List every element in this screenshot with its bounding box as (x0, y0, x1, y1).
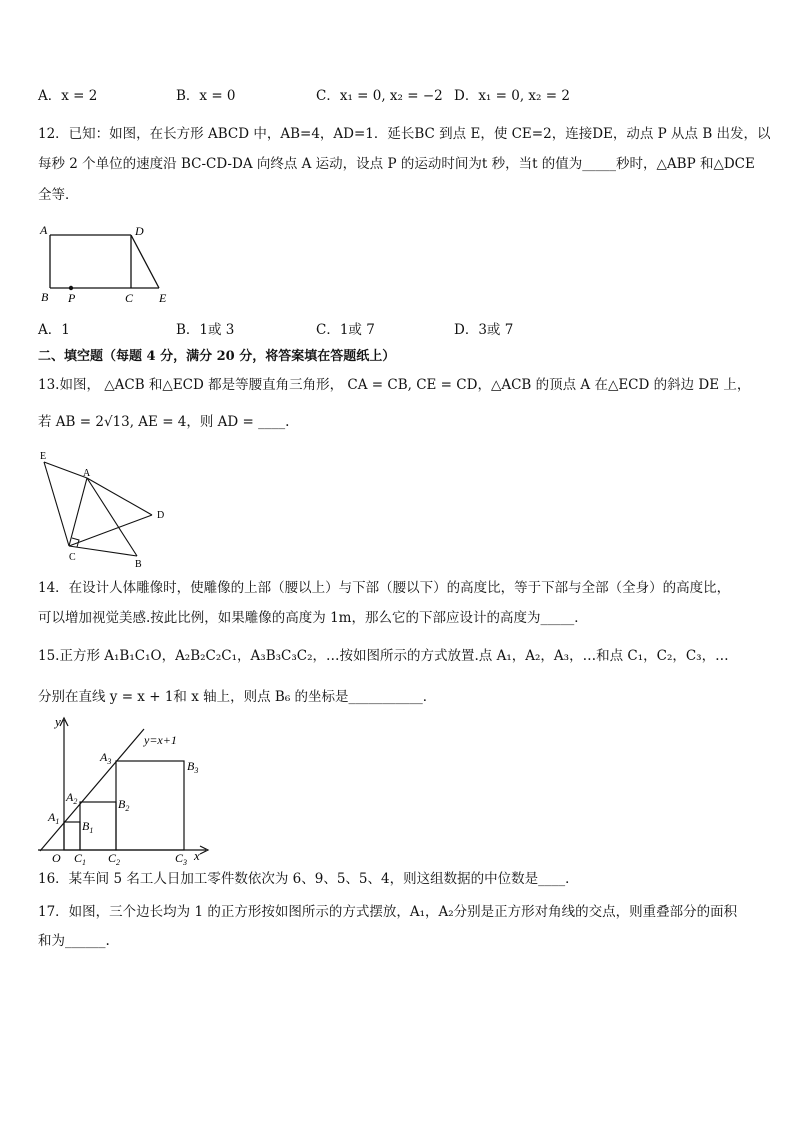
q15-squares-figure (34, 714, 224, 866)
q15-label-c1: $C_1$ (74, 851, 87, 867)
q15-label-c2: $C_2$ (108, 851, 121, 867)
q15-label-a2: $A_2$ (66, 790, 78, 806)
q12-label-e: E (159, 291, 167, 305)
q11-option-a: A．x = 2 (38, 88, 98, 104)
section-heading: 二、填空题（每题 4 分，满分 20 分，将答案填在答题纸上） (38, 349, 396, 364)
q12-text-line2: 每秒 2 个单位的速度沿 BC-CD-DA 向终点 A 运动，设点 P 的运动时间为t 秒，当t 的值为_____秒时，△ABP 和△DCE (38, 156, 755, 172)
q15-label-b1: $B_1$ (82, 819, 94, 835)
q11-option-d: D．x₁ = 0, x₂ = 2 (454, 88, 570, 104)
q12-option-d: D．3或 7 (454, 322, 514, 338)
q14-text-line1: 14．在设计人体雕像时，使雕像的上部（腰以上）与下部（腰以下）的高度比，等于下部与全部（全身）的高度比， (38, 580, 731, 596)
q15-label-b3: $B_3$ (187, 759, 199, 775)
q12-label-p: P (68, 291, 76, 305)
q12-rectangle-figure (38, 222, 178, 306)
q15-label-y: y (55, 714, 61, 729)
q17-text-line1: 17．如图，三个边长均为 1 的正方形按如图所示的方式摆放，A₁，A₂分别是正方形对角线的交点，则重叠部分的面积 (38, 904, 738, 920)
q12-text-line1: 12．已知：如图，在长方形 ABCD 中，AB=4，AD=1．延长BC 到点 E，使 CE=2，连接DE，动点 P 从点 B 出发，以 (38, 126, 771, 142)
q15-label-b2: $B_2$ (118, 797, 130, 813)
q13-label-d: D (157, 510, 165, 521)
q12-option-a: A．1 (38, 322, 70, 338)
q15-label-x: x (194, 848, 200, 863)
q15-label-a1: $A_1$ (48, 810, 60, 826)
q13-label-c: C (69, 552, 76, 563)
q16-text: 16．某车间 5 名工人日加工零件数依次为 6、9、5、5、4，则这组数据的中位数是____． (38, 871, 579, 887)
q15-label-o: O (52, 851, 61, 865)
q12-label-b: B (41, 290, 49, 304)
q12-option-c: C．1或 7 (316, 322, 375, 338)
q17-text-line2: 和为______. (38, 933, 110, 949)
q13-text-line1: 13.如图， △ACB 和△ECD 都是等腰直角三角形， CA = CB, CE = CD，△ACB 的顶点 A 在△ECD 的斜边 DE 上， (38, 377, 751, 393)
q13-label-b: B (135, 559, 142, 570)
q12-label-d: D (135, 224, 144, 238)
q12-label-a: A (40, 223, 48, 237)
q15-text-line1: 15.正方形 A₁B₁C₁O，A₂B₂C₂C₁，A₃B₃C₃C₂，…按如图所示的方式放置.点 A₁，A₂，A₃，…和点 C₁，C₂，C₃，… (38, 648, 729, 664)
q13-label-e: E (40, 451, 47, 462)
q12-option-b: B．1或 3 (176, 322, 235, 338)
q13-text-line2: 若 AB = 2√13, AE = 4，则 AD = ____. (38, 414, 290, 430)
q11-option-c: C．x₁ = 0, x₂ = −2 (316, 88, 443, 104)
q13-triangles-figure (36, 450, 176, 570)
q15-label-a3: $A_3$ (100, 750, 112, 766)
q12-label-c: C (125, 291, 134, 305)
q15-text-line2: 分别在直线 y = x + 1和 x 轴上，则点 B₆ 的坐标是___________． (38, 689, 437, 705)
q12-text-line3: 全等． (38, 187, 79, 203)
q15-label-c3: $C_3$ (175, 851, 188, 867)
q14-text-line2: 可以增加视觉美感.按此比例，如果雕像的高度为 1m，那么它的下部应设计的高度为_____． (38, 610, 588, 626)
q11-option-b: B．x = 0 (176, 88, 236, 104)
q13-label-a: A (83, 468, 91, 479)
q15-label-line: y=x+1 (144, 733, 177, 747)
